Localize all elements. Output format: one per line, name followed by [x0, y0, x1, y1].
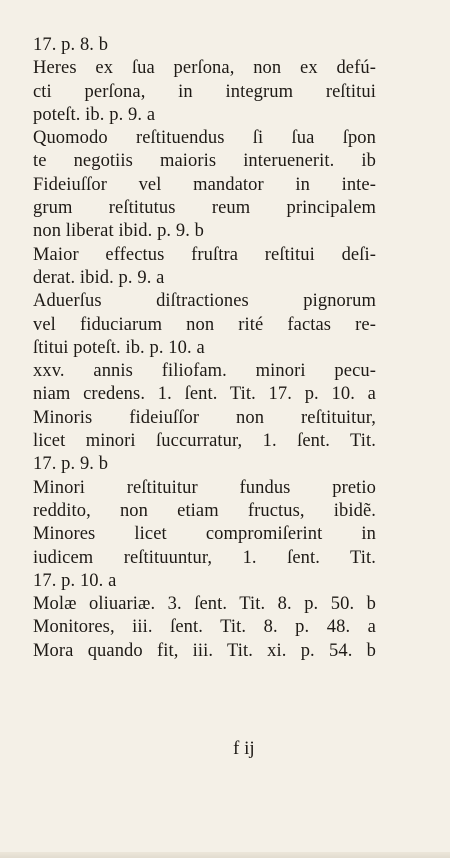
text-line: Monitores, iii. ſent. Tit. 8. p. 48. a [33, 617, 376, 638]
text-line: derat. ibid. p. 9. a [33, 267, 165, 288]
text-line: te negotiis maioris interuenerit. ib [33, 151, 376, 172]
text-line: xxv. annis filiofam. minori pecu- [33, 361, 376, 382]
text-line: niam credens. 1. ſent. Tit. 17. p. 10. a [33, 384, 376, 405]
text-line: 17. p. 9. b [33, 454, 109, 475]
text-line: Maior effectus fruſtra reſtitui deſi- [33, 244, 376, 265]
text-line: ſtitui poteſt. ib. p. 10. a [33, 337, 205, 358]
text-line: Heres ex ſua perſona, non ex defú- [33, 58, 376, 79]
text-line: grum reſtitutus reum principalem [33, 198, 376, 219]
text-line: Aduerſus diſtractiones pignorum [33, 291, 376, 312]
text-line: Minoris fideiuſſor non reſtituitur, [33, 407, 376, 428]
text-line: Minori reſtituitur fundus pretio [33, 477, 376, 498]
text-line: licet minori ſuccurratur, 1. ſent. Tit. [33, 431, 376, 452]
text-line: iudicem reſtituuntur, 1. ſent. Tit. [33, 547, 376, 568]
text-line: Mora quando fit, iii. Tit. xi. p. 54. b [33, 640, 376, 661]
text-line: reddito, non etiam fructus, ibidẽ. [33, 500, 376, 521]
text-line: poteſt. ib. p. 9. a [33, 104, 156, 125]
text-line: Quomodo reſtituendus ſi ſua ſpon [33, 128, 376, 149]
text-line: 17. p. 8. b [33, 35, 109, 55]
text-line: Molæ oliuariæ. 3. ſent. Tit. 8. p. 50. b [33, 594, 376, 615]
signature-mark: f ij [233, 738, 255, 759]
index-text [33, 34, 376, 663]
text-line: Fideiuſſor vel mandator in inte- [33, 174, 376, 195]
text-line: non liberat ibid. p. 9. b [33, 221, 205, 242]
text-line: Minores licet compromiſerint in [33, 524, 376, 545]
text-line: vel fiduciarum non rité factas re- [33, 314, 376, 335]
text-line: cti perſona, in integrum reſtitui [33, 81, 376, 102]
text-line: 17. p. 10. a [33, 570, 117, 591]
